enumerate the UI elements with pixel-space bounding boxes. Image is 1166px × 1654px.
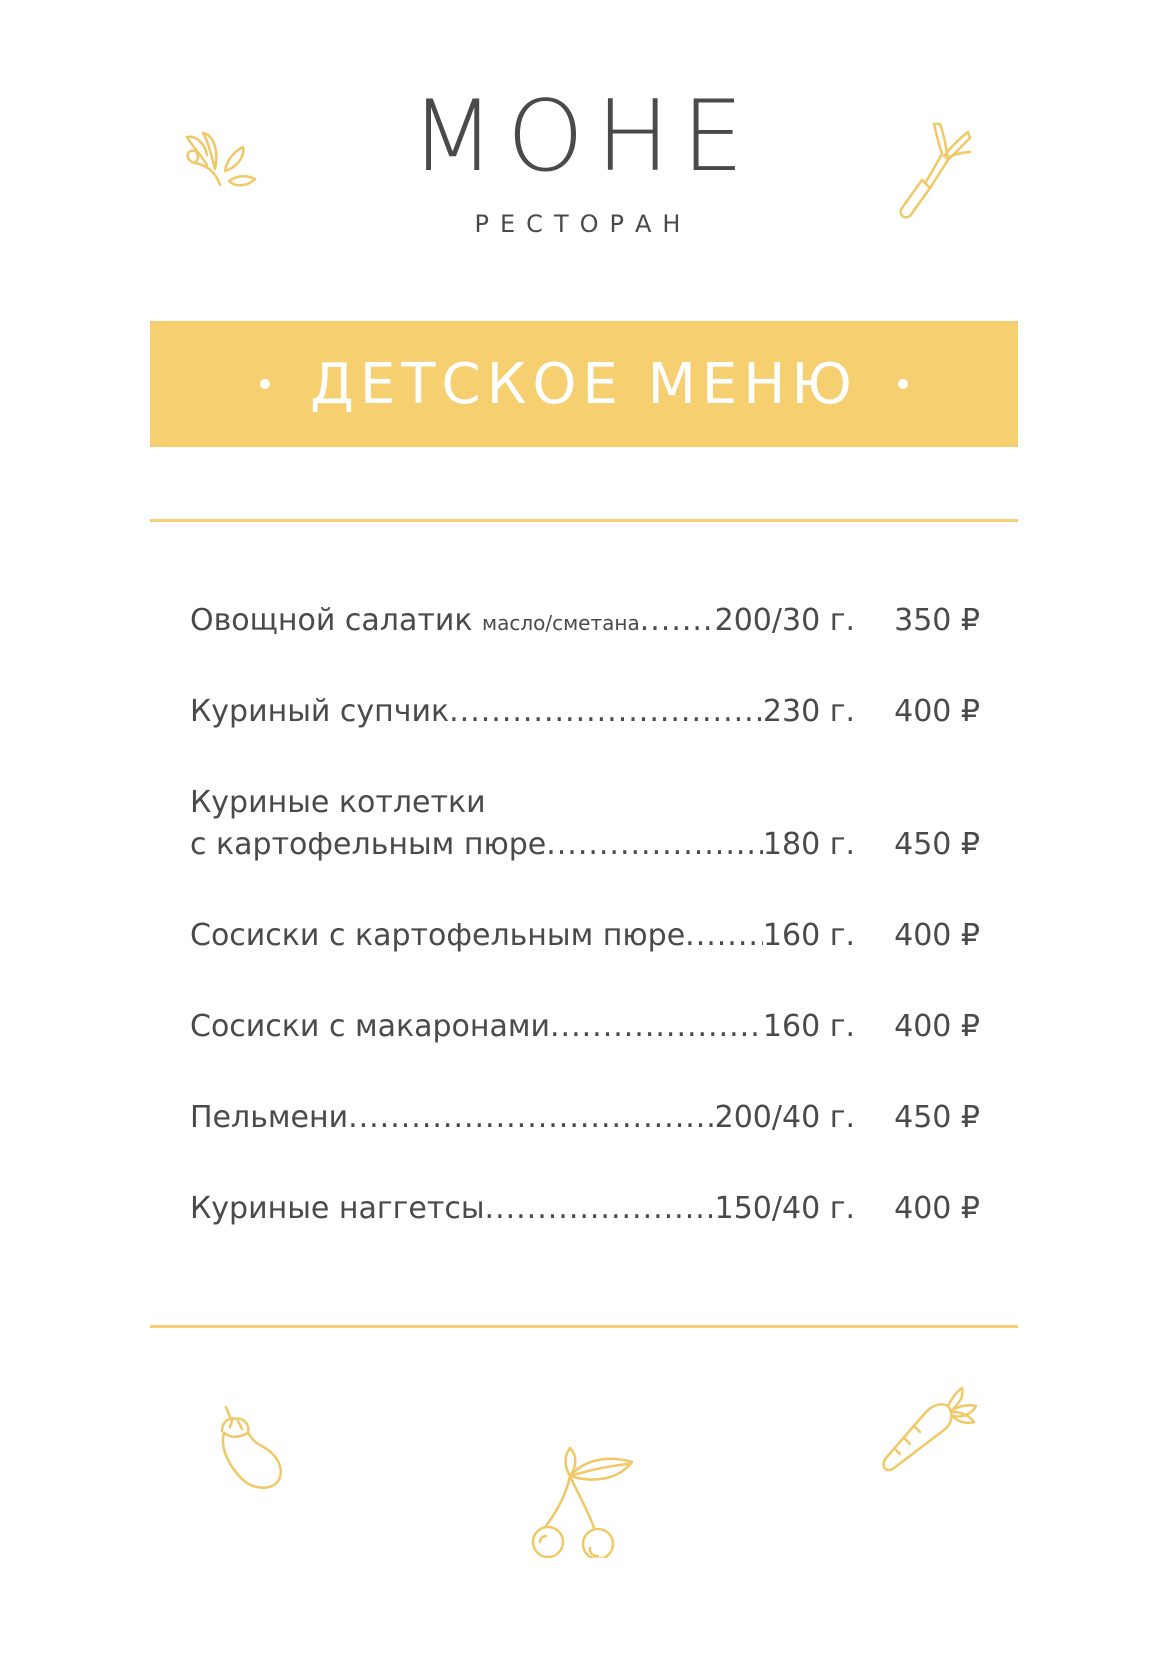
item-name: Сосиски с макаронами bbox=[190, 1009, 551, 1044]
menu-item bbox=[190, 1097, 980, 1139]
item-name: Куриные наггетсы bbox=[190, 1191, 485, 1226]
item-name-line1: Куриные котлетки bbox=[190, 785, 486, 820]
menu-item bbox=[190, 1188, 980, 1230]
dot-leader bbox=[546, 824, 763, 866]
item-name: Куриный супчик bbox=[190, 694, 450, 729]
menu-item bbox=[190, 600, 980, 642]
item-price: 350 ₽ bbox=[894, 603, 980, 638]
banner-dot-right bbox=[898, 379, 908, 389]
item-price: 450 ₽ bbox=[894, 1100, 980, 1135]
cherry-icon bbox=[528, 1446, 638, 1558]
dot-leader bbox=[550, 1006, 763, 1048]
item-weight: 160 г. bbox=[762, 1009, 855, 1044]
item-name: Овощной салатик bbox=[190, 603, 473, 638]
item-name: Сосиски с картофельным пюре bbox=[190, 918, 686, 953]
restaurant-subtitle: РЕСТОРАН bbox=[474, 210, 692, 238]
menu-item bbox=[190, 915, 980, 957]
leek-icon bbox=[892, 120, 972, 220]
item-name: Пельмени bbox=[190, 1100, 349, 1135]
dot-leader bbox=[685, 915, 763, 957]
item-weight: 200/40 г. bbox=[714, 1100, 855, 1135]
item-price: 400 ₽ bbox=[894, 918, 980, 953]
item-price: 400 ₽ bbox=[894, 1009, 980, 1044]
carrot-icon bbox=[878, 1386, 978, 1476]
dot-leader bbox=[640, 600, 715, 642]
kids-menu-banner bbox=[150, 321, 1018, 447]
item-price: 400 ₽ bbox=[894, 694, 980, 729]
eggplant-icon bbox=[218, 1405, 288, 1495]
item-name-line2: с картофельным пюре bbox=[190, 827, 547, 862]
item-weight: 180 г. bbox=[762, 827, 855, 862]
dot-leader bbox=[449, 691, 763, 733]
sprout-icon bbox=[185, 125, 260, 195]
menu-item bbox=[190, 782, 980, 866]
item-price: 400 ₽ bbox=[894, 1191, 980, 1226]
dot-leader bbox=[485, 1188, 715, 1230]
item-note: масло/сметана bbox=[481, 611, 640, 635]
divider-top bbox=[150, 519, 1018, 522]
restaurant-name: МОНЕ bbox=[410, 80, 756, 194]
banner-dot-left bbox=[260, 379, 270, 389]
item-price: 450 ₽ bbox=[894, 827, 980, 862]
item-weight: 230 г. bbox=[762, 694, 855, 729]
banner-title: ДЕТСКОЕ МЕНЮ bbox=[310, 351, 858, 417]
item-weight: 200/30 г. bbox=[714, 603, 855, 638]
dot-leader bbox=[348, 1097, 715, 1139]
divider-bottom bbox=[150, 1325, 1018, 1328]
menu-item bbox=[190, 1006, 980, 1048]
menu-item bbox=[190, 691, 980, 733]
item-weight: 160 г. bbox=[762, 918, 855, 953]
item-weight: 150/40 г. bbox=[714, 1191, 855, 1226]
